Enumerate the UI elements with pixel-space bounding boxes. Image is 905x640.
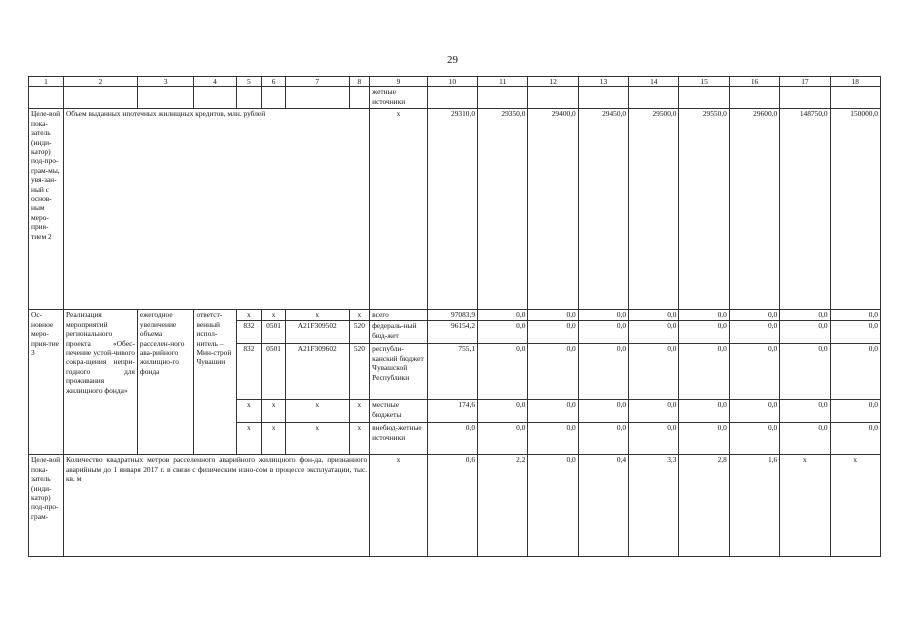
value-cell: 0,0 xyxy=(679,321,729,344)
column-number: 13 xyxy=(578,77,628,87)
column-number: 11 xyxy=(478,77,528,87)
value-cell: 0,0 xyxy=(578,344,628,400)
indicator-label: Целе-вой пока-затель (инди-катор) под-про-грам-мы, увя-зан-ный с основ-ным меро-прия-тием 2 xyxy=(29,109,64,310)
value-cell: 1,6 xyxy=(729,455,779,557)
code-cell: x xyxy=(236,310,262,321)
value-cell: 0,0 xyxy=(780,310,830,321)
column-number: 9 xyxy=(370,77,428,87)
indicator-row-2 xyxy=(29,109,881,310)
value-cell: 0,0 xyxy=(528,344,578,400)
code-cell: 520 xyxy=(349,344,370,400)
code-cell: 832 xyxy=(236,321,262,344)
value-cell: x xyxy=(780,455,830,557)
value-cell: 0,0 xyxy=(830,321,880,344)
value-cell: 150000,0 xyxy=(830,109,880,310)
value-cell: 755,1 xyxy=(427,344,477,400)
code-cell: x xyxy=(349,400,370,423)
value-cell: 0,0 xyxy=(478,344,528,400)
value-cell: 0,0 xyxy=(830,423,880,455)
source-cell: внебюд-жетные источники xyxy=(370,423,428,455)
value-cell: 29400,0 xyxy=(528,109,578,310)
value-cell: 29350,0 xyxy=(478,109,528,310)
value-cell: 0,6 xyxy=(427,455,477,557)
column-number: 1 xyxy=(29,77,64,87)
value-cell: 0,0 xyxy=(830,344,880,400)
column-number-row xyxy=(29,77,881,87)
code-cell: x xyxy=(285,400,349,423)
continuation-row xyxy=(29,87,881,109)
column-number: 17 xyxy=(780,77,830,87)
indicator-text: Количество квадратных метров расселенного аварийного жилищного фон-да, признанного аварийным до 1 января 2017 г. в связи с физическим изно-сом в процессе эксплуатации, тыс. кв. м xyxy=(63,455,369,557)
value-cell: 0,0 xyxy=(679,423,729,455)
value-cell: 3,3 xyxy=(629,455,679,557)
value-cell: 0,0 xyxy=(578,423,628,455)
column-number: 10 xyxy=(427,77,477,87)
source-cell: x xyxy=(370,455,428,557)
column-number: 8 xyxy=(349,77,370,87)
value-cell: 2,8 xyxy=(679,455,729,557)
value-cell: 96154,2 xyxy=(427,321,477,344)
value-cell: 0,0 xyxy=(780,344,830,400)
indicator-row-3 xyxy=(29,455,881,557)
value-cell: 0,0 xyxy=(629,344,679,400)
value-cell: 0,0 xyxy=(578,321,628,344)
code-cell: x xyxy=(349,423,370,455)
column-number: 4 xyxy=(194,77,236,87)
code-cell: A21F309602 xyxy=(285,344,349,400)
measure-row xyxy=(29,310,881,321)
source-cell: федераль-ный бюд-жет xyxy=(370,321,428,344)
value-cell: 0,0 xyxy=(679,400,729,423)
code-cell: x xyxy=(262,400,286,423)
value-cell: 29500,0 xyxy=(629,109,679,310)
value-cell: 0,0 xyxy=(578,310,628,321)
indicator-text: Объем выданных ипотечных жилищных кредитов, млн. рублей xyxy=(63,109,369,310)
value-cell: 0,0 xyxy=(528,400,578,423)
value-cell: 0,4 xyxy=(578,455,628,557)
value-cell: 29310,0 xyxy=(427,109,477,310)
program-table xyxy=(28,76,881,557)
value-cell: 148750,0 xyxy=(780,109,830,310)
code-cell: x xyxy=(262,423,286,455)
value-cell: 29550,0 xyxy=(679,109,729,310)
value-cell: 0,0 xyxy=(528,321,578,344)
code-cell: x xyxy=(236,400,262,423)
column-number: 14 xyxy=(629,77,679,87)
measure-executor: ответст-венный испол-нитель – Мин-строй Чувашии xyxy=(194,310,236,455)
value-cell: 0,0 xyxy=(478,321,528,344)
value-cell: 0,0 xyxy=(679,310,729,321)
code-cell: x xyxy=(262,310,286,321)
value-cell: 0,0 xyxy=(780,400,830,423)
value-cell: 0,0 xyxy=(478,310,528,321)
value-cell: 0,0 xyxy=(528,310,578,321)
column-number: 5 xyxy=(236,77,262,87)
value-cell: 0,0 xyxy=(478,423,528,455)
column-number: 3 xyxy=(137,77,194,87)
column-number: 18 xyxy=(830,77,880,87)
code-cell: 0501 xyxy=(262,344,286,400)
value-cell: 0,0 xyxy=(830,310,880,321)
column-number: 12 xyxy=(528,77,578,87)
value-cell: 0,0 xyxy=(679,344,729,400)
value-cell: 0,0 xyxy=(729,310,779,321)
column-number: 2 xyxy=(63,77,137,87)
value-cell: 0,0 xyxy=(528,423,578,455)
code-cell: A21F309502 xyxy=(285,321,349,344)
indicator-label: Целе-вой пока-затель (инди-катор) под-про-грам- xyxy=(29,455,64,557)
value-cell: 0,0 xyxy=(629,400,679,423)
value-cell: x xyxy=(830,455,880,557)
value-cell: 0,0 xyxy=(427,423,477,455)
value-cell: 0,0 xyxy=(528,455,578,557)
value-cell: 0,0 xyxy=(729,344,779,400)
value-cell: 0,0 xyxy=(780,423,830,455)
value-cell: 0,0 xyxy=(830,400,880,423)
value-cell: 29600,0 xyxy=(729,109,779,310)
source-cell: местные бюджеты xyxy=(370,400,428,423)
value-cell: 174,6 xyxy=(427,400,477,423)
value-cell: 0,0 xyxy=(629,423,679,455)
code-cell: x xyxy=(236,423,262,455)
value-cell: 29450,0 xyxy=(578,109,628,310)
measure-goal: ежегодное увеличение объема расселен-ного ава-рийного жилищно-го фонда xyxy=(137,310,194,455)
source-cell: x xyxy=(370,109,428,310)
column-number: 6 xyxy=(262,77,286,87)
code-cell: 832 xyxy=(236,344,262,400)
code-cell: x xyxy=(285,423,349,455)
value-cell: 0,0 xyxy=(729,321,779,344)
source-cell: жетные источники xyxy=(370,87,428,109)
value-cell: 2,2 xyxy=(478,455,528,557)
column-number: 16 xyxy=(729,77,779,87)
column-number: 7 xyxy=(285,77,349,87)
value-cell: 0,0 xyxy=(780,321,830,344)
code-cell: 520 xyxy=(349,321,370,344)
code-cell: x xyxy=(349,310,370,321)
value-cell: 97083,9 xyxy=(427,310,477,321)
code-cell: x xyxy=(285,310,349,321)
column-number: 15 xyxy=(679,77,729,87)
value-cell: 0,0 xyxy=(729,400,779,423)
measure-name: Реализация мероприятий регионального проекта «Обес-печение устой-чивого сокра-щения непри-годного для проживания жилищного фонда» xyxy=(63,310,137,455)
measure-label: Ос-новное меро-прия-тие 3 xyxy=(29,310,64,455)
value-cell: 0,0 xyxy=(478,400,528,423)
value-cell: 0,0 xyxy=(578,400,628,423)
value-cell: 0,0 xyxy=(729,423,779,455)
code-cell: 0501 xyxy=(262,321,286,344)
source-cell: республи-канский бюджет Чувашской Республики xyxy=(370,344,428,400)
value-cell: 0,0 xyxy=(629,321,679,344)
source-cell: всего xyxy=(370,310,428,321)
value-cell: 0,0 xyxy=(629,310,679,321)
page-number: 29 xyxy=(447,54,458,66)
